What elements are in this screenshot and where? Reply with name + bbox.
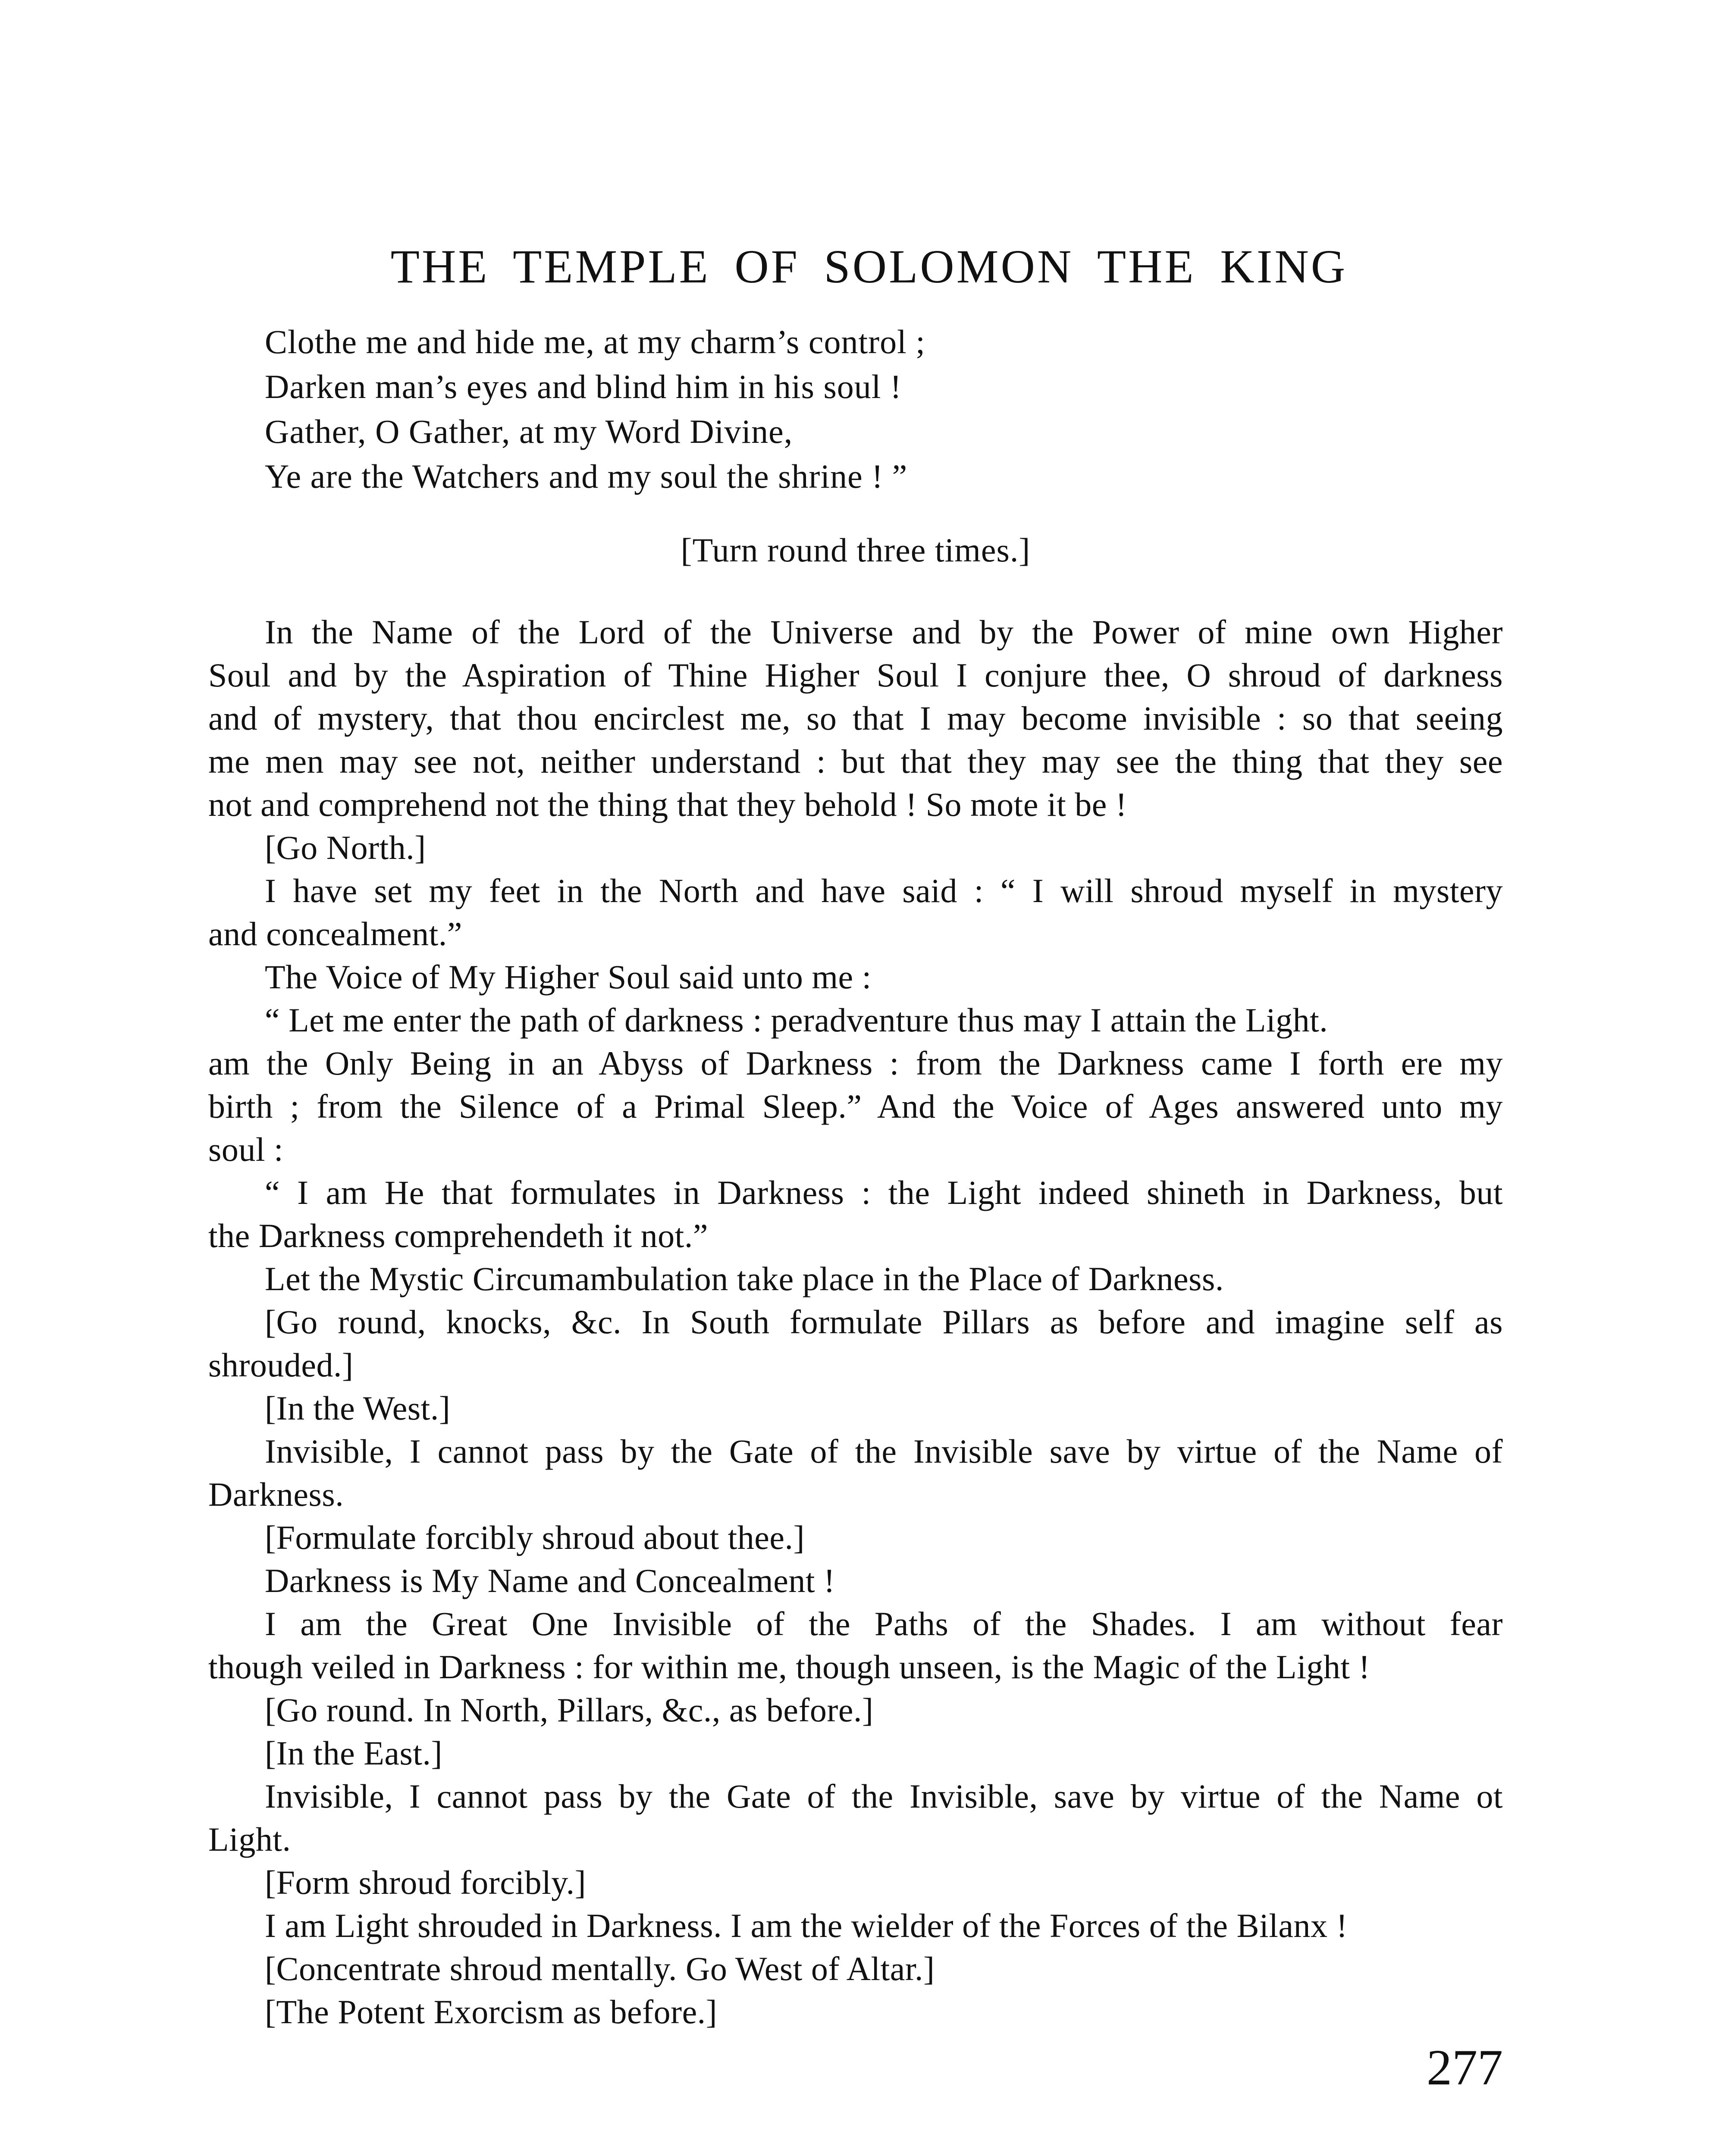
paragraph bbox=[208, 1775, 1503, 1861]
paragraph bbox=[208, 1559, 1503, 1602]
paragraph bbox=[208, 1990, 1503, 2034]
text-line: Soul and by the Aspiration of Thine Higher Soul I conjure thee, O shroud of darkness bbox=[208, 656, 1503, 694]
text-line: not and comprehend not the thing that they behold ! So mote it be ! bbox=[208, 786, 1127, 823]
text-line: [Go round, knocks, &c. In South formulate Pillars as before and imagine self as bbox=[265, 1303, 1503, 1341]
body-text bbox=[208, 611, 1503, 2034]
paragraph bbox=[208, 1430, 1503, 1516]
text-line: am the Only Being in an Abyss of Darkness : from the Darkness came I forth ere my bbox=[208, 1044, 1503, 1082]
paragraph bbox=[208, 1042, 1503, 1171]
text-line: [Concentrate shroud mentally. Go West of Altar.] bbox=[265, 1950, 935, 1987]
paragraph bbox=[208, 1947, 1503, 1990]
verse-line: Clothe me and hide me, at my charm’s control ; bbox=[265, 323, 925, 360]
text-line: I am the Great One Invisible of the Paths of the Shades. I am without fear bbox=[265, 1605, 1503, 1642]
text-line: Invisible, I cannot pass by the Gate of the Invisible, save by virtue of the Name ot bbox=[265, 1777, 1503, 1815]
paragraph bbox=[208, 999, 1503, 1042]
text-line: [Go North.] bbox=[265, 829, 426, 866]
text-line: Light. bbox=[208, 1821, 291, 1858]
paragraph bbox=[208, 826, 1503, 869]
paragraph bbox=[208, 1861, 1503, 1904]
text-line: Invisible, I cannot pass by the Gate of the Invisible save by virtue of the Name of bbox=[265, 1432, 1503, 1470]
paragraph bbox=[208, 1732, 1503, 1775]
text-line: I am Light shrouded in Darkness. I am the wielder of the Forces of the Bilanx ! bbox=[265, 1907, 1348, 1944]
paragraph bbox=[208, 1516, 1503, 1559]
text-line: “ Let me enter the path of darkness : peradventure thus may I attain the Light. bbox=[265, 1001, 1328, 1039]
text-line: shrouded.] bbox=[208, 1346, 354, 1384]
verse-block bbox=[265, 320, 1725, 499]
text-line: In the Name of the Lord of the Universe and by the Power of mine own Higher bbox=[265, 613, 1503, 651]
text-line: and of mystery, that thou encirclest me, so that I may become invisible : so that seeing bbox=[208, 699, 1503, 737]
verse-line: Ye are the Watchers and my soul the shrine ! ” bbox=[265, 458, 908, 495]
text-line: and concealment.” bbox=[208, 915, 462, 953]
paragraph bbox=[208, 1387, 1503, 1430]
paragraph bbox=[208, 956, 1503, 999]
paragraph bbox=[208, 1689, 1503, 1732]
text-line: [Go round. In North, Pillars, &c., as before.] bbox=[265, 1691, 874, 1729]
text-line: “ I am He that formulates in Darkness : the Light indeed shineth in Darkness, but bbox=[265, 1174, 1503, 1211]
page-number: 277 bbox=[1427, 2039, 1503, 2096]
paragraph bbox=[208, 869, 1503, 956]
paragraph bbox=[208, 1300, 1503, 1387]
verse-line: Darken man’s eyes and blind him in his soul ! bbox=[265, 368, 902, 405]
stage-direction: [Turn round three times.] bbox=[681, 531, 1031, 569]
text-line: [The Potent Exorcism as before.] bbox=[265, 1993, 718, 2031]
text-line: The Voice of My Higher Soul said unto me : bbox=[265, 958, 872, 996]
page-title: THE TEMPLE OF SOLOMON THE KING bbox=[390, 240, 1348, 293]
text-line: though veiled in Darkness : for within me, though unseen, is the Magic of the Light ! bbox=[208, 1648, 1371, 1686]
text-line: [Form shroud forcibly.] bbox=[265, 1864, 586, 1901]
text-line: [In the West.] bbox=[265, 1389, 451, 1427]
text-line: Darkness is My Name and Concealment ! bbox=[265, 1562, 835, 1599]
verse-line: Gather, O Gather, at my Word Divine, bbox=[265, 413, 793, 450]
paragraph bbox=[208, 1257, 1503, 1300]
text-line: birth ; from the Silence of a Primal Sleep.” And the Voice of Ages answered unto my bbox=[208, 1087, 1503, 1125]
paragraph bbox=[208, 611, 1503, 826]
text-line: Darkness. bbox=[208, 1476, 344, 1513]
paragraph bbox=[208, 1602, 1503, 1689]
paragraph bbox=[208, 1904, 1503, 1947]
paragraph bbox=[208, 1171, 1503, 1257]
text-line: Let the Mystic Circumambulation take place in the Place of Darkness. bbox=[265, 1260, 1224, 1297]
text-line: [Formulate forcibly shroud about thee.] bbox=[265, 1519, 805, 1556]
text-line: I have set my feet in the North and have said : “ I will shroud myself in mystery bbox=[265, 872, 1503, 909]
text-line: soul : bbox=[208, 1131, 284, 1168]
text-line: the Darkness comprehendeth it not.” bbox=[208, 1217, 708, 1254]
text-line: [In the East.] bbox=[265, 1734, 443, 1772]
text-line: me men may see not, neither understand : but that they may see the thing that they see bbox=[208, 743, 1503, 780]
